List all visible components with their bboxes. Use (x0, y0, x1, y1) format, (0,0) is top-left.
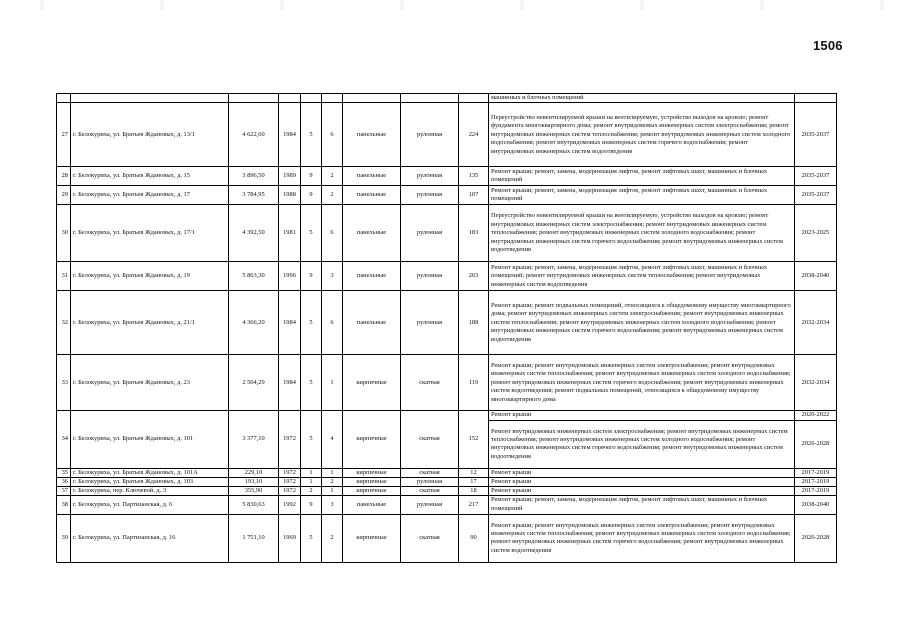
period-cell: 2026-2028 (795, 420, 837, 468)
table-row (57, 103, 837, 167)
works-cell: Ремонт крыши; ремонт, замена, модернизация лифтов, ремонт лифтовых шахт, машинных и блочных помещений (489, 495, 795, 514)
roof-cell: скатная (401, 411, 459, 468)
floors-cell: 1 (301, 468, 322, 477)
row-number: 29 (57, 186, 71, 205)
table-row (57, 167, 837, 186)
roof-cell: рулонная (401, 167, 459, 186)
year-cell: 1972 (279, 411, 301, 468)
roof-cell: рулонная (401, 205, 459, 262)
walls-cell: панельные (343, 291, 401, 355)
period-cell: 2026-2028 (795, 514, 837, 562)
year-cell: 1969 (279, 514, 301, 562)
roof-cell: рулонная (401, 186, 459, 205)
floors-cell: 5 (301, 205, 322, 262)
period-cell: 2023-2025 (795, 205, 837, 262)
table-row (57, 477, 837, 486)
works-cell: Ремонт крыши; ремонт подвальных помещений, относящихся к общедомовому имуществу многоквартирного дома; ремонт внутридомовых инженерных систем электроснабжения; ремонт внутридомовых инженерных систем теплоснабжения; ремонт внутридомовых инженерных систем холодного водоснабжения; ремонт внутридомовых инженерных систем горячего водоснабжения; ремонт внутридомовых инженерных систем водоотведения (489, 291, 795, 355)
row-number: 36 (57, 477, 71, 486)
row-number: 28 (57, 167, 71, 186)
entrances-cell: 6 (322, 291, 343, 355)
row-number: 34 (57, 411, 71, 468)
year-cell: 1984 (279, 103, 301, 167)
address-cell: г. Белокуриха, ул. Братьев Ждановых, д. 15 (71, 167, 229, 186)
area-cell: 4 622,60 (229, 103, 279, 167)
apartments-cell: 203 (459, 262, 489, 291)
walls-cell: кирпичные (343, 477, 401, 486)
period-cell: 2035-2037 (795, 186, 837, 205)
works-cell: Переустройство невентилируемой крыши на вентилируемую, устройство выходов на кровлю; ремонт внутридомовых инженерных систем электроснабжения; ремонт внутридомовых инженерных систем теплоснабжения; ремонт внутридомовых инженерных систем холодного водоснабжения; ремонт внутридомовых инженерных систем горячего водоснабжения; ремонт внутридомовых инженерных систем водоотведения (489, 205, 795, 262)
table-row (57, 495, 837, 514)
apartments-cell: 90 (459, 514, 489, 562)
walls-cell: кирпичные (343, 468, 401, 477)
period-cell: 2035-2037 (795, 167, 837, 186)
capital-repair-table (56, 93, 837, 563)
table-row (57, 411, 837, 420)
area-cell: 193,10 (229, 477, 279, 486)
entrances-cell: 1 (322, 468, 343, 477)
year-cell: 1984 (279, 291, 301, 355)
apartments-cell: 17 (459, 477, 489, 486)
works-cell: Ремонт крыши; ремонт внутридомовых инженерных систем электроснабжения; ремонт внутридомовых инженерных систем теплоснабжения; ремонт внутридомовых инженерных систем холодного водоснабжения; ремонт внутридомовых инженерных систем горячего водоснабжения; ремонт внутридомовых инженерных систем водоотведения; ремонт подвальных помещений, относящихся к общедомовому имуществу многоквартирного дома (489, 355, 795, 411)
walls-cell: кирпичные (343, 514, 401, 562)
works-cell: Ремонт внутридомовых инженерных систем электроснабжения; ремонт внутридомовых инженерных систем теплоснабжения; ремонт внутридомовых инженерных систем холодного водоснабжения; ремонт внутридомовых инженерных систем горячего водоснабжения; ремонт внутридомовых инженерных систем водоотведения (489, 420, 795, 468)
year-cell: 1992 (279, 495, 301, 514)
roof-cell: рулонная (401, 262, 459, 291)
walls-cell: панельные (343, 186, 401, 205)
address-cell: г. Белокуриха, ул. Братьев Ждановых, д. 21/1 (71, 291, 229, 355)
area-cell: 4 366,20 (229, 291, 279, 355)
table-row (57, 514, 837, 562)
apartments-cell: 107 (459, 186, 489, 205)
address-cell: г. Белокуриха, пер. Ключевой, д. 3 (71, 486, 229, 495)
address-cell: г. Белокуриха, ул. Партизанская, д. 16 (71, 514, 229, 562)
year-cell: 1989 (279, 167, 301, 186)
year-cell: 1972 (279, 477, 301, 486)
floors-cell: 5 (301, 355, 322, 411)
row-number: 39 (57, 514, 71, 562)
walls-cell: кирпичные (343, 486, 401, 495)
works-cell: Ремонт крыши (489, 486, 795, 495)
roof-cell: рулонная (401, 495, 459, 514)
area-cell: 5 830,63 (229, 495, 279, 514)
address-cell: г. Белокуриха, ул. Братьев Ждановых, д. 17/1 (71, 205, 229, 262)
roof-cell: скатная (401, 514, 459, 562)
works-cell: Ремонт крыши; ремонт внутридомовых инженерных систем электроснабжения; ремонт внутридомовых инженерных систем теплоснабжения; ремонт внутридомовых инженерных систем холодного водоснабжения; ремонт внутридомовых инженерных систем горячего водоснабжения; ремонт внутридомовых инженерных систем водоотведения (489, 514, 795, 562)
entrances-cell: 3 (322, 495, 343, 514)
floors-cell: 5 (301, 514, 322, 562)
period-cell: 2035-2037 (795, 103, 837, 167)
entrances-cell: 4 (322, 411, 343, 468)
roof-cell: рулонная (401, 477, 459, 486)
address-cell: г. Белокуриха, ул. Братьев Ждановых, д. 103 (71, 477, 229, 486)
area-cell: 3 377,10 (229, 411, 279, 468)
apartments-cell: 183 (459, 205, 489, 262)
floors-cell: 5 (301, 291, 322, 355)
period-cell: 2032-2034 (795, 355, 837, 411)
walls-cell: панельные (343, 167, 401, 186)
entrances-cell: 6 (322, 205, 343, 262)
apartments-cell: 217 (459, 495, 489, 514)
floors-cell: 5 (301, 411, 322, 468)
table-row (57, 262, 837, 291)
floors-cell: 9 (301, 186, 322, 205)
area-cell: 1 751,10 (229, 514, 279, 562)
apartments-cell: 18 (459, 486, 489, 495)
apartments-cell: 152 (459, 411, 489, 468)
period-cell: 2017-2019 (795, 477, 837, 486)
scan-noise (0, 0, 904, 10)
floors-cell: 1 (301, 477, 322, 486)
walls-cell: кирпичные (343, 355, 401, 411)
apartments-cell: 224 (459, 103, 489, 167)
area-cell: 3 896,50 (229, 167, 279, 186)
entrances-cell: 2 (322, 477, 343, 486)
roof-cell: скатная (401, 468, 459, 477)
page-number: 1506 (813, 38, 843, 53)
table-row (57, 355, 837, 411)
works-cell: машинных и блочных помещений (489, 94, 795, 103)
works-cell: Ремонт крыши; ремонт, замена, модернизация лифтов, ремонт лифтовых шахт, машинных и блочных помещений (489, 167, 795, 186)
address-cell: г. Белокуриха, ул. Партизанская, д. 6 (71, 495, 229, 514)
row-number: 35 (57, 468, 71, 477)
table-row-continuation (57, 94, 837, 103)
entrances-cell: 6 (322, 103, 343, 167)
works-cell: Ремонт крыши (489, 411, 795, 420)
year-cell: 1972 (279, 468, 301, 477)
entrances-cell: 1 (322, 486, 343, 495)
period-cell: 2017-2019 (795, 486, 837, 495)
period-cell: 2032-2034 (795, 291, 837, 355)
address-cell: г. Белокуриха, ул. Братьев Ждановых, д. 17 (71, 186, 229, 205)
apartments-cell: 188 (459, 291, 489, 355)
row-number: 37 (57, 486, 71, 495)
roof-cell: рулонная (401, 291, 459, 355)
address-cell: г. Белокуриха, ул. Братьев Ждановых, д. 101А (71, 468, 229, 477)
row-number: 31 (57, 262, 71, 291)
roof-cell: скатная (401, 486, 459, 495)
works-cell: Ремонт крыши; ремонт, замена, модернизация лифтов, ремонт лифтовых шахт, машинных и блочных помещений (489, 186, 795, 205)
entrances-cell: 2 (322, 514, 343, 562)
table-row (57, 205, 837, 262)
walls-cell: кирпичные (343, 411, 401, 468)
area-cell: 2 504,29 (229, 355, 279, 411)
floors-cell: 5 (301, 103, 322, 167)
area-cell: 3 784,95 (229, 186, 279, 205)
row-number: 33 (57, 355, 71, 411)
apartments-cell: 135 (459, 167, 489, 186)
year-cell: 1981 (279, 205, 301, 262)
floors-cell: 9 (301, 495, 322, 514)
works-cell: Ремонт крыши; ремонт, замена, модернизация лифтов, ремонт лифтовых шахт, машинных и блочных помещений; ремонт внутридомовых инженерных систем теплоснабжения; ремонт внутридомовых инженерных систем водоотведения (489, 262, 795, 291)
row-number: 32 (57, 291, 71, 355)
area-cell: 355,90 (229, 486, 279, 495)
period-cell: 2020-2022 (795, 411, 837, 420)
entrances-cell: 1 (322, 355, 343, 411)
works-cell: Ремонт крыши (489, 468, 795, 477)
year-cell: 1972 (279, 486, 301, 495)
walls-cell: панельные (343, 103, 401, 167)
table-row (57, 186, 837, 205)
row-number: 38 (57, 495, 71, 514)
apartments-cell: 12 (459, 468, 489, 477)
year-cell: 1988 (279, 186, 301, 205)
row-number: 30 (57, 205, 71, 262)
row-number: 27 (57, 103, 71, 167)
area-cell: 4 392,50 (229, 205, 279, 262)
floors-cell: 2 (301, 486, 322, 495)
period-cell: 2017-2019 (795, 468, 837, 477)
year-cell: 1996 (279, 262, 301, 291)
entrances-cell: 3 (322, 262, 343, 291)
walls-cell: панельные (343, 495, 401, 514)
period-cell: 2038-2040 (795, 262, 837, 291)
apartments-cell: 119 (459, 355, 489, 411)
entrances-cell: 2 (322, 167, 343, 186)
address-cell: г. Белокуриха, ул. Братьев Ждановых, д. 13/1 (71, 103, 229, 167)
area-cell: 5 863,30 (229, 262, 279, 291)
walls-cell: панельные (343, 262, 401, 291)
roof-cell: скатная (401, 355, 459, 411)
year-cell: 1984 (279, 355, 301, 411)
roof-cell: рулонная (401, 103, 459, 167)
floors-cell: 9 (301, 262, 322, 291)
floors-cell: 9 (301, 167, 322, 186)
works-cell: Переустройство невентилируемой крыши на вентилируемую, устройство выходов на кровлю; ремонт фундамента многоквартирного дома; ремонт внутридомовых инженерных систем электроснабжения; ремонт внутридомовых инженерных систем теплоснабжения; ремонт внутридомовых инженерных систем холодного водоснабжения; ремонт внутридомовых инженерных систем горячего водоснабжения; ремонт внутридомовых инженерных систем водоотведения (489, 103, 795, 167)
address-cell: г. Белокуриха, ул. Братьев Ждановых, д. 23 (71, 355, 229, 411)
area-cell: 229,10 (229, 468, 279, 477)
table-row (57, 291, 837, 355)
entrances-cell: 2 (322, 186, 343, 205)
period-cell: 2038-2040 (795, 495, 837, 514)
address-cell: г. Белокуриха, ул. Братьев Ждановых, д. 19 (71, 262, 229, 291)
walls-cell: панельные (343, 205, 401, 262)
works-cell: Ремонт крыши (489, 477, 795, 486)
table-row (57, 468, 837, 477)
table-row (57, 486, 837, 495)
address-cell: г. Белокуриха, ул. Братьев Ждановых, д. 101 (71, 411, 229, 468)
